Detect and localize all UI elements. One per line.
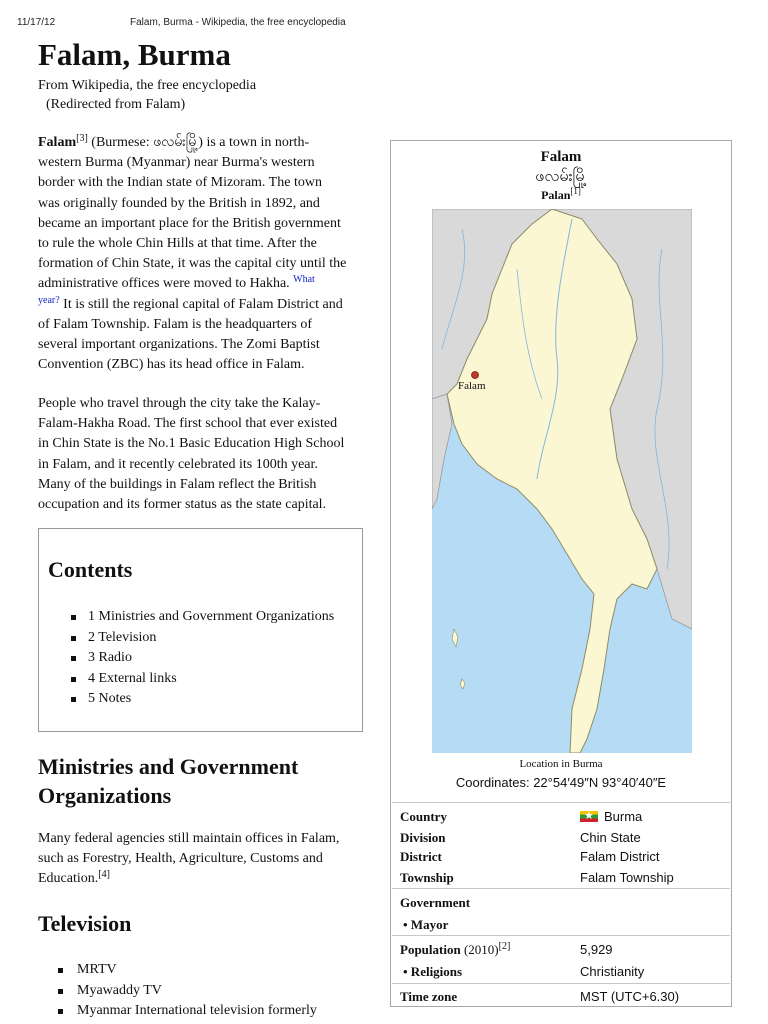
row-label: Division — [400, 830, 446, 845]
section-heading-television: Television — [38, 911, 132, 936]
intro-line: border with the Indian state of Mizoram. The town — [38, 175, 322, 191]
intro-text: It is still the regional capital of Falam District and — [63, 296, 343, 312]
site-subtitle: From Wikipedia, the free encyclopedia — [38, 78, 257, 93]
list-item[interactable]: Myawaddy TV — [58, 981, 317, 1002]
intro-line: to rule the whole Chin Hills at that time. After the — [38, 236, 317, 252]
intro-line: of Falam Township. Falam is the headquarters of — [38, 316, 313, 332]
print-date: 11/17/12 — [17, 17, 56, 28]
list-item[interactable]: MRTV — [58, 960, 317, 981]
para-line: Many of the buildings in Falam reflect the British — [38, 476, 317, 492]
row-value[interactable]: Christianity — [580, 964, 645, 979]
row-label: • Religions — [403, 964, 463, 979]
intro-lead-term: Falam — [38, 135, 77, 150]
contents-item[interactable]: 1 Ministries and Government Organizations — [71, 607, 334, 628]
intro-line: became an important place for the British government — [38, 215, 341, 231]
contents-item[interactable]: 3 Radio — [71, 648, 334, 669]
para-line: People who travel through the city take the Kalay- — [38, 396, 321, 411]
intro-line — [38, 274, 383, 294]
intro-line: Convention (ZBC) has its head office in Falam. — [38, 357, 305, 373]
history-paragraph — [38, 394, 383, 515]
divider — [392, 983, 730, 984]
para-text: Education. — [38, 871, 99, 887]
row-value[interactable]: Chin State — [580, 830, 641, 845]
intro-paragraph — [38, 133, 383, 375]
location-map[interactable] — [432, 209, 692, 753]
row-label: • Mayor — [403, 917, 449, 932]
intro-line: several important organizations. The Zomi Baptist — [38, 337, 320, 353]
what-year-link[interactable]: What — [293, 274, 315, 286]
contents-item[interactable]: 4 External links — [71, 669, 334, 690]
map-caption: Location in Burma — [519, 758, 603, 770]
list-item[interactable]: Myanmar International television formerly — [58, 1001, 317, 1022]
print-page-title: Falam, Burma - Wikipedia, the free encyclopedia — [130, 17, 346, 28]
row-label: District — [400, 849, 442, 864]
heading-line: Organizations — [38, 783, 172, 808]
burma-flag-icon — [580, 811, 598, 822]
row-value[interactable]: MST (UTC+6.30) — [580, 989, 680, 1004]
map-label-falam: Falam — [458, 380, 486, 392]
divider — [392, 935, 730, 936]
section-heading-ministries-cont — [38, 782, 171, 810]
para-line: in Chin State is the No.1 Basic Education High School — [38, 436, 345, 452]
location-marker[interactable] — [472, 372, 479, 379]
citation-ref[interactable]: [4] — [98, 869, 110, 881]
contents-item[interactable]: 2 Television — [71, 628, 334, 649]
what-year-link[interactable]: year? — [38, 294, 60, 306]
citation-ref[interactable]: [1] — [570, 186, 581, 196]
para-line: such as Forestry, Health, Agriculture, Customs and — [38, 851, 323, 867]
row-label — [400, 940, 510, 960]
country-name[interactable]: Burma — [604, 809, 643, 824]
infobox-name: Falam — [540, 149, 582, 165]
row-label[interactable]: Time zone — [400, 989, 458, 1004]
row-value[interactable]: Falam Township — [580, 870, 674, 885]
row-label: Country — [400, 809, 447, 824]
citation-ref[interactable]: [2] — [498, 941, 511, 952]
table-of-contents — [38, 528, 363, 732]
intro-line — [38, 133, 383, 153]
divider — [392, 802, 730, 803]
intro-line — [38, 295, 383, 315]
intro-text: administrative offices were moved to Hakha. — [38, 276, 290, 292]
intro-line: was originally founded by the British in 1892, and — [38, 195, 320, 211]
contents-title: Contents — [48, 557, 133, 582]
section-heading-ministries — [38, 753, 298, 781]
row-label: Township — [400, 870, 454, 885]
para-line: Many federal agencies still maintain offices in Falam, — [38, 831, 340, 846]
infobox — [390, 140, 732, 1007]
row-label: Government — [400, 895, 471, 910]
redirect-notice[interactable]: (Redirected from Falam) — [46, 97, 186, 112]
coordinates[interactable]: Coordinates: 22°54′49″N 93°40′40″E — [455, 775, 667, 790]
para-line: in Falam, and it recently celebrated its 100th year. — [38, 456, 318, 472]
contents-item[interactable]: 5 Notes — [71, 689, 334, 710]
infobox-native-name: ဖလမ်းမြို့ — [535, 168, 587, 185]
ministries-paragraph — [38, 829, 383, 890]
intro-line: formation of Chin State, it was the capital city until the — [38, 256, 347, 272]
para-line — [38, 869, 383, 889]
television-list — [58, 960, 317, 1022]
heading-line: Ministries and Government — [38, 754, 299, 779]
citation-ref[interactable]: [3] — [76, 133, 88, 144]
row-value: 5,929 — [580, 942, 613, 957]
population-label: Population — [400, 942, 461, 957]
alt-name-text: Palan — [541, 188, 571, 202]
infobox-alt-name — [391, 187, 731, 203]
para-line: Falam-Hakha Road. The first school that ever existed — [38, 416, 338, 432]
population-year: (2010) — [463, 942, 499, 957]
page-title: Falam, Burma — [38, 37, 231, 72]
intro-text: (Burmese: ဖလမ်းမြို့) is a town in north- — [91, 135, 310, 150]
contents-list — [71, 607, 334, 710]
divider — [392, 888, 730, 889]
row-value[interactable]: Falam District — [580, 849, 660, 864]
intro-line: western Burma (Myanmar) near Burma's western — [38, 155, 315, 171]
para-line: occupation and its former status as the state capital. — [38, 497, 327, 513]
row-value[interactable] — [580, 807, 642, 827]
